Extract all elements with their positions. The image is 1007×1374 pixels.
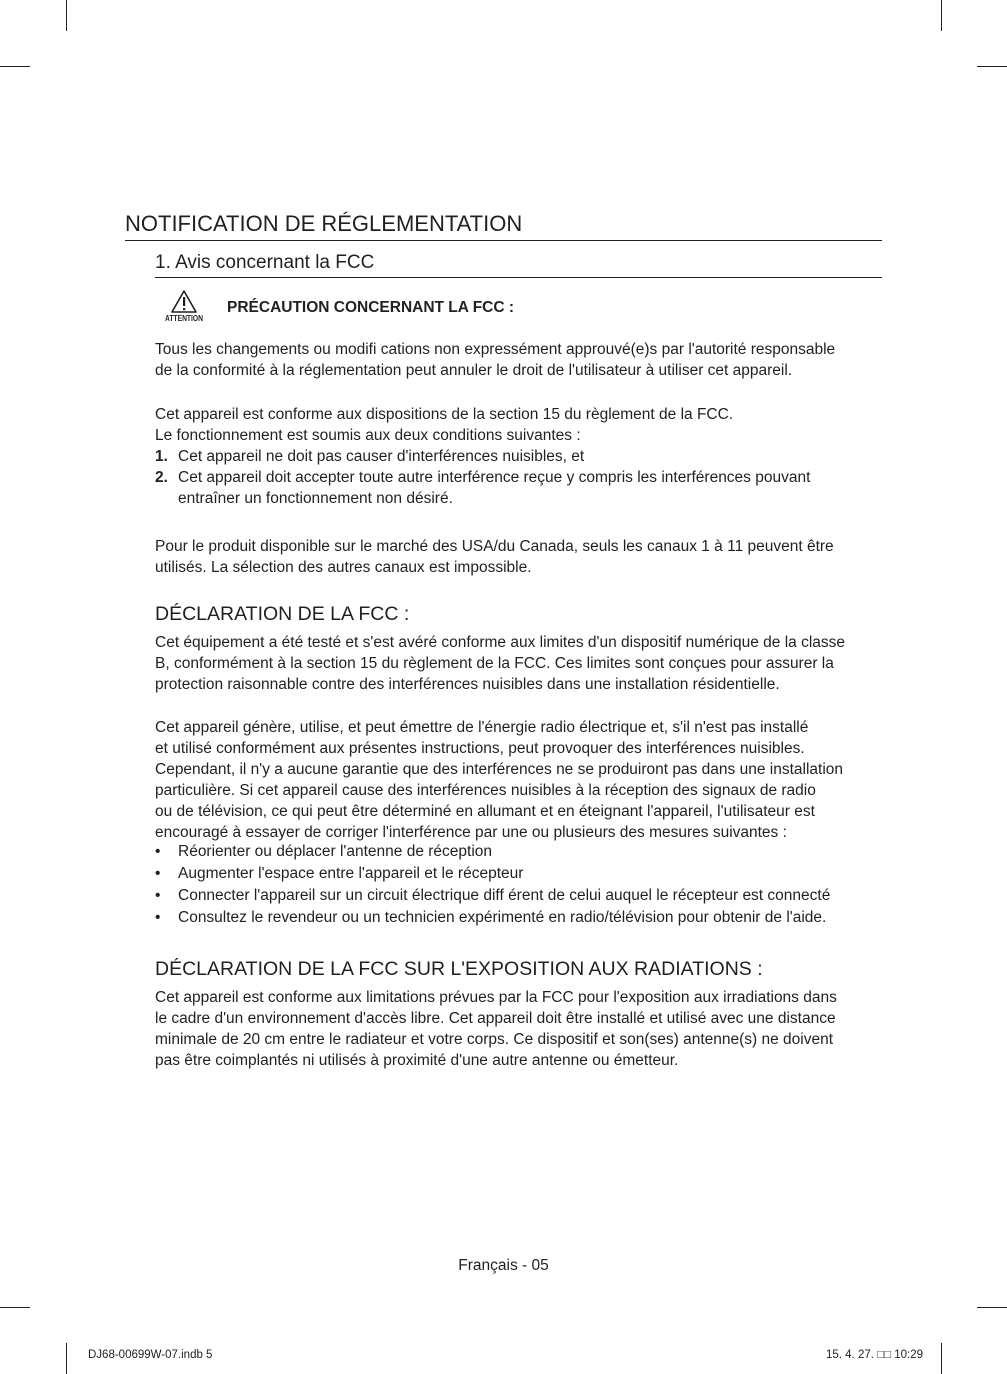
text-line: Cet appareil est conforme aux dispositions de la section 15 du règlement de la FCC. xyxy=(155,406,734,423)
text-line: protection raisonnable contre des interférences nuisibles dans une installation résidentielle. xyxy=(155,676,780,693)
crop-mark xyxy=(941,0,942,31)
list-text: Cet appareil doit accepter toute autre interférence reçue y compris les interférences pouvant xyxy=(178,469,811,486)
text-line: Pour le produit disponible sur le marché des USA/du Canada, seuls les canaux 1 à 11 peuvent être xyxy=(155,538,834,555)
crop-mark xyxy=(66,1343,67,1374)
bullet: • xyxy=(155,909,161,926)
print-timestamp: 15. 4. 27. □□ 10:29 xyxy=(825,1349,923,1361)
measures-list xyxy=(155,841,895,929)
text-line: Tous les changements ou modifi cations non expressément approuvé(e)s par l'autorité responsable xyxy=(155,341,836,358)
text-line: encouragé à essayer de corriger l'interférence par une ou plusieurs des mesures suivantes : xyxy=(155,824,787,841)
text-line: Le fonctionnement est soumis aux deux conditions suivantes : xyxy=(155,427,581,444)
text-line: Cependant, il n'y a aucune garantie que des interférences ne se produiront pas dans une installation xyxy=(155,761,844,778)
text-line: pas être coimplantés ni utilisés à proximité d'une autre antenne ou émetteur. xyxy=(155,1052,679,1069)
text-line: Cet équipement a été testé et s'est avéré conforme aux limites d'un dispositif numérique de la classe xyxy=(155,634,846,651)
radiation-declaration-heading: DÉCLARATION DE LA FCC SUR L'EXPOSITION AUX RADIATIONS : xyxy=(155,958,763,980)
list-item-continuation xyxy=(155,488,895,509)
text-line: le cadre d'un environnement d'accès libre. Cet appareil doit être installé et utilisé avec une distance xyxy=(155,1010,836,1027)
text-line: minimale de 20 cm entre le radiateur et votre corps. Ce dispositif et son(ses) antenne(s) ne doivent xyxy=(155,1031,834,1048)
list-item xyxy=(155,467,895,488)
bullet: • xyxy=(155,843,161,860)
list-text: Augmenter l'espace entre l'appareil et le récepteur xyxy=(178,865,524,882)
list-text: entraîner un fonctionnement non désiré. xyxy=(178,490,453,507)
fcc-declaration-paragraph xyxy=(155,632,895,695)
text-line: particulière. Si cet appareil cause des interférences nuisibles à la réception des signaux de radio xyxy=(155,782,816,799)
crop-mark xyxy=(0,1307,30,1308)
crop-mark xyxy=(66,0,67,31)
list-item xyxy=(155,863,895,885)
list-text: Cet appareil ne doit pas causer d'interférences nuisibles, et xyxy=(178,448,585,465)
list-text: Consultez le revendeur ou un technicien expérimenté en radio/télévision pour obtenir de l'aide. xyxy=(178,909,827,926)
bullet: • xyxy=(155,887,161,904)
list-item xyxy=(155,446,895,467)
list-text: Réorienter ou déplacer l'antenne de réception xyxy=(178,843,493,860)
crop-mark xyxy=(941,1343,942,1374)
radiation-paragraph xyxy=(155,987,895,1071)
text-line: Cet appareil est conforme aux limitations prévues par la FCC pour l'exposition aux irradiations dans xyxy=(155,989,837,1006)
fcc-declaration-heading: DÉCLARATION DE LA FCC : xyxy=(155,603,410,625)
channels-paragraph xyxy=(155,536,895,578)
text-line: ou de télévision, ce qui peut être déterminé en allumant et en éteignant l'appareil, l'utilisateur est xyxy=(155,803,815,820)
caution-text xyxy=(155,339,895,381)
list-item xyxy=(155,841,895,863)
crop-mark xyxy=(977,1307,1007,1308)
text-line: Cet appareil génère, utilise, et peut émettre de l'énergie radio électrique et, s'il n'est pas installé xyxy=(155,719,809,736)
bullet: • xyxy=(155,865,161,882)
text-line: utilisés. La sélection des autres canaux est impossible. xyxy=(155,559,532,576)
page-number: Français - 05 xyxy=(458,1257,549,1274)
crop-mark xyxy=(0,66,30,67)
text-line: et utilisé conformément aux présentes instructions, peut provoquer des interférences nuisibles. xyxy=(155,740,805,757)
attention-warning-icon xyxy=(163,290,205,324)
list-text: Connecter l'appareil sur un circuit électrique diff érent de celui auquel le récepteur est connecté xyxy=(178,887,831,904)
list-number: 1. xyxy=(155,448,168,465)
compliance-paragraph xyxy=(155,404,895,509)
attention-label: ATTENTION xyxy=(165,314,204,323)
list-number: 2. xyxy=(155,469,168,486)
interference-paragraph xyxy=(155,717,895,843)
text-line: B, conformément à la section 15 du règlement de la FCC. Ces limites sont conçues pour assurer la xyxy=(155,655,834,672)
crop-mark xyxy=(977,66,1007,67)
caution-heading: PRÉCAUTION CONCERNANT LA FCC : xyxy=(227,299,515,316)
page-title: NOTIFICATION DE RÉGLEMENTATION xyxy=(125,210,882,241)
subsection-title: 1. Avis concernant la FCC xyxy=(155,251,882,278)
list-item xyxy=(155,907,895,929)
text-line: de la conformité à la réglementation peut annuler le droit de l'utilisateur à utiliser cet appareil. xyxy=(155,362,793,379)
list-item xyxy=(155,885,895,907)
file-slug: DJ68-00699W-07.indb 5 xyxy=(88,1349,213,1361)
